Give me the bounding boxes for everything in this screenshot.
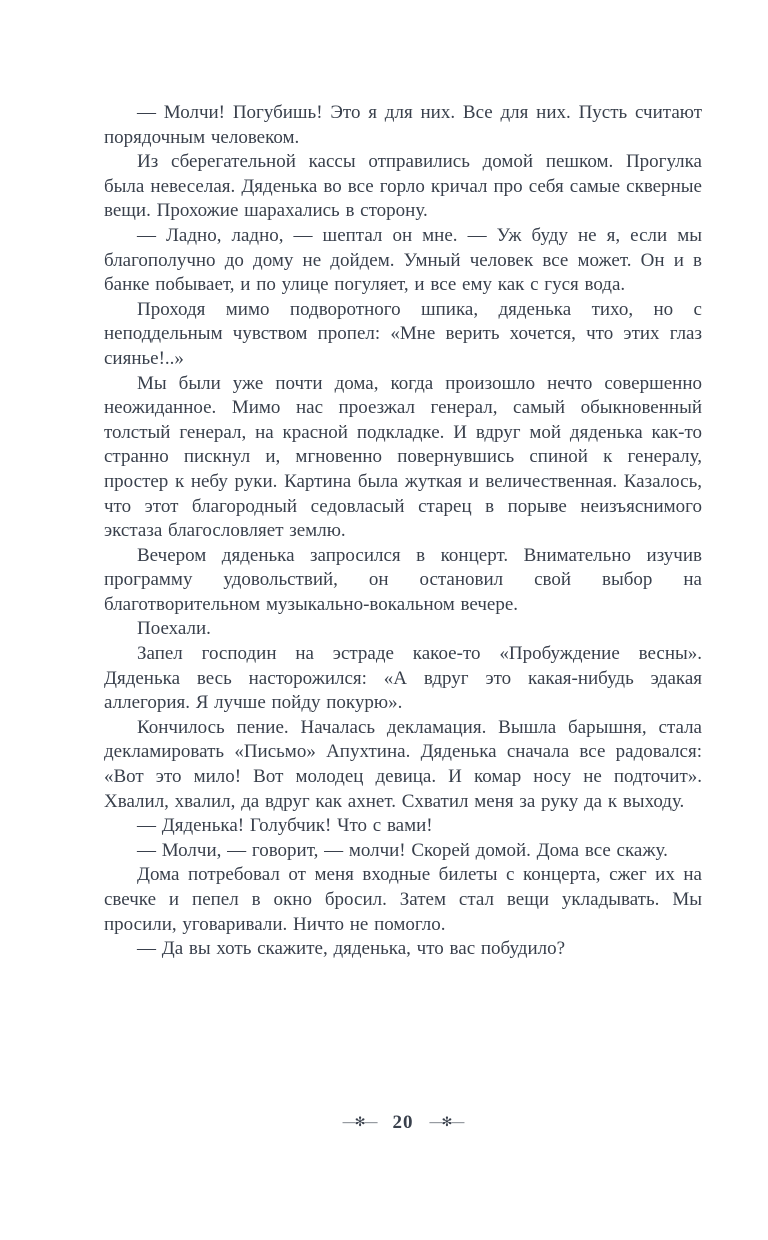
paragraph: Проходя мимо подворотного шпика, дяденька тихо, но с неподдельным чувством пропел: «Мне верить хочется, что этих глаз сиянье!..»	[104, 298, 702, 369]
page-text-block	[104, 101, 702, 962]
paragraph: Мы были уже почти дома, когда произошло нечто совершенно неожиданное. Мимо нас проезжал генерал, самый обыкновенный толстый генерал, на красной подкладке. И вдруг мой дяденька как-то странно пискнул и, мгновенно повернувшись спиной к генералу, простер к небу руки. Картина была жуткая и величественная. Казалось, что этот благородный седовласый старец в порыве неизъяснимого экстаза благословляет землю.	[104, 372, 702, 542]
paragraph: Запел господин на эстраде какое-то «Пробуждение весны». Дяденька весь насторожился: «А вдруг это какая-нибудь эдакая аллегория. Я лучше пойду покурю».	[104, 643, 702, 714]
paragraph: — Да вы хоть скажите, дяденька, что вас побудило?	[137, 938, 566, 960]
paragraph: — Дяденька! Голубчик! Что с вами!	[137, 815, 433, 837]
paragraph: Вечером дяденька запросился в концерт. Внимательно изучив программу удовольствий, он остановил свой выбор на благотворительном музыкально-вокальном вечере.	[104, 544, 702, 615]
paragraph: — Молчи! Погубишь! Это я для них. Все для них. Пусть считают порядочным человеком.	[104, 102, 702, 148]
paragraph: Дома потребовал от меня входные билеты с концерта, сжег их на свечке и пепел в окно бросил. Затем стал вещи укладывать. Мы просили, уговаривали. Ничто не помогло.	[104, 864, 702, 935]
paragraph: Кончилось пение. Началась декламация. Вышла барышня, стала декламировать «Письмо» Апухтина. Дяденька сначала все радовался: «Вот это мило! Вот молодец девица. И комар носу не подточит». Хвалил, хвалил, да вдруг как ахнет. Схватил меня за руку да к выходу.	[104, 716, 702, 812]
page-number: 20	[392, 1112, 414, 1133]
paragraph: — Молчи, — говорит, — молчи! Скорей домой. Дома все скажу.	[137, 839, 668, 861]
paragraph: Из сберегательной кассы отправились домой пешком. Прогулка была невеселая. Дяденька во все горло кричал про себя самые скверные вещи. Прохожие шарахались в сторону.	[104, 151, 702, 222]
footer-ornament-right-icon: —✻—	[429, 1114, 464, 1129]
footer-ornament-left-icon: —✻—	[342, 1114, 377, 1129]
page-footer	[104, 1112, 702, 1134]
paragraph: — Ладно, ладно, — шептал он мне. — Уж буду не я, если мы благополучно до дому не дойдем. Умный человек все может. Он и в банке побывает, и по улице погуляет, и все ему как с гуся вода.	[104, 224, 702, 296]
paragraph: Поехали.	[137, 618, 211, 640]
